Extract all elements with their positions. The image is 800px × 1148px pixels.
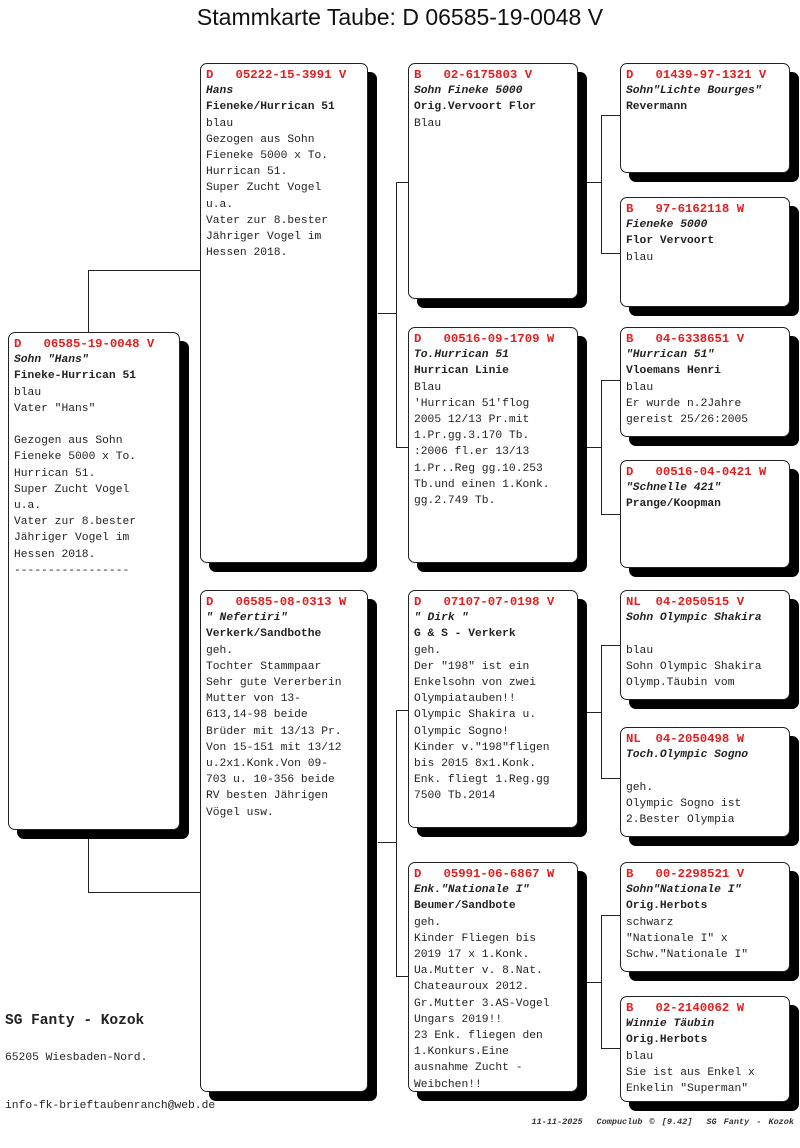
note-line: bis 2015 8x1.Konk. bbox=[414, 758, 537, 771]
pigeon-card-mf[interactable] bbox=[408, 590, 578, 828]
note-line: u.a. bbox=[14, 500, 42, 513]
note-line: geh. bbox=[414, 916, 442, 929]
note-line: Enk. fliegt 1.Reg.gg bbox=[414, 774, 550, 787]
connector-line bbox=[601, 645, 602, 778]
connector-line bbox=[601, 915, 602, 1048]
pigeon-name: " Nefertiri" bbox=[206, 612, 288, 625]
connector-line bbox=[396, 182, 408, 183]
ring-number: D 06585-19-0048 V bbox=[14, 337, 155, 351]
connector-line bbox=[601, 1048, 620, 1049]
note-line: Super Zucht Vogel bbox=[206, 182, 322, 195]
note-line: blau bbox=[206, 117, 234, 130]
breeder: Orig.Herbots bbox=[626, 1034, 708, 1047]
note-line: blau bbox=[626, 644, 654, 657]
ring-number: B 04-6338651 V bbox=[626, 332, 745, 346]
pigeon-name: "Schnelle 421" bbox=[626, 482, 721, 495]
note-line: "Nationale I" x bbox=[626, 932, 728, 945]
connector-line bbox=[378, 313, 396, 314]
owner-address: 65205 Wiesbaden-Nord. bbox=[5, 1052, 148, 1064]
pigeon-name: Hans bbox=[206, 85, 234, 98]
pigeon-name: Fieneke 5000 bbox=[626, 219, 708, 232]
note-line: Tochter Stammpaar bbox=[206, 660, 322, 673]
pigeon-name: Enk."Nationale I" bbox=[414, 884, 530, 897]
ring-number: D 05991-06-6867 W bbox=[414, 867, 555, 881]
note-line: Olymp.Täubin vom bbox=[626, 677, 735, 690]
breeder: Verkerk/Sandbothe bbox=[206, 628, 322, 641]
note-line: gereist 25/26:2005 bbox=[626, 414, 749, 427]
breeder: Hurrican Linie bbox=[414, 365, 509, 378]
connector-line bbox=[88, 830, 89, 892]
ring-number: D 00516-04-0421 W bbox=[626, 465, 767, 479]
note-line: Sie ist aus Enkel x bbox=[626, 1066, 755, 1079]
note-line: Sohn Olympic Shakira bbox=[626, 660, 762, 673]
connector-line bbox=[601, 915, 620, 916]
breeder: Revermann bbox=[626, 101, 688, 114]
connector-line bbox=[586, 447, 601, 448]
pigeon-card-mfm[interactable] bbox=[620, 727, 790, 837]
note-line: Chateauroux 2012. bbox=[414, 981, 530, 994]
pigeon-card-ffm[interactable] bbox=[620, 197, 790, 307]
pigeon-card-ff[interactable] bbox=[408, 63, 578, 299]
breeder: Orig.Herbots bbox=[626, 900, 708, 913]
connector-line bbox=[601, 380, 620, 381]
note-line: Kinder Fliegen bis bbox=[414, 932, 537, 945]
ring-number: B 02-6175803 V bbox=[414, 68, 533, 82]
note-line: 2005 12/13 Pr.mit bbox=[414, 414, 530, 427]
breeder: Orig.Vervoort Flor bbox=[414, 101, 537, 114]
connector-line bbox=[396, 182, 397, 447]
ring-number: NL 04-2050498 W bbox=[626, 732, 745, 746]
connector-line bbox=[378, 842, 396, 843]
breeder: Prange/Koopman bbox=[626, 498, 721, 511]
note-line: gg.2.749 Tb. bbox=[414, 495, 496, 508]
note-line: Ungars 2019!! bbox=[414, 1013, 503, 1026]
note-line: 2019 17 x 1.Konk. bbox=[414, 949, 530, 962]
pigeon-card-fmm[interactable] bbox=[620, 460, 790, 568]
connector-line bbox=[586, 712, 601, 713]
pigeon-name: Sohn"Nationale I" bbox=[626, 884, 742, 897]
connector-line bbox=[586, 182, 601, 183]
page-title: Stammkarte Taube: D 06585-19-0048 V bbox=[196, 4, 604, 30]
footer-owner: SG Fanty - Kozok bbox=[706, 1117, 794, 1127]
note-line: RV besten Jährigen bbox=[206, 790, 329, 803]
note-line: Schw."Nationale I" bbox=[626, 949, 749, 962]
note-line: geh. bbox=[626, 781, 654, 794]
pigeon-card-mother[interactable] bbox=[200, 590, 368, 1092]
pigeon-name: Toch.Olympic Sogno bbox=[626, 749, 749, 762]
ring-number: D 01439-97-1321 V bbox=[626, 68, 767, 82]
owner-email[interactable]: info-fk-brieftaubenranch@web.de bbox=[5, 1100, 216, 1112]
note-line: 1.Pr..Reg gg.10.253 bbox=[414, 462, 543, 475]
connector-line bbox=[396, 710, 397, 976]
pigeon-card-fff[interactable] bbox=[620, 63, 790, 173]
note-line: Hurrican 51. bbox=[14, 467, 96, 480]
pigeon-name: Sohn Fineke 5000 bbox=[414, 85, 523, 98]
note-line: 613,14-98 beide bbox=[206, 709, 308, 722]
connector-line bbox=[601, 514, 620, 515]
pigeon-name: Sohn "Hans" bbox=[14, 354, 89, 367]
note-line: geh. bbox=[414, 644, 442, 657]
note-line: 23 Enk. fliegen den bbox=[414, 1030, 543, 1043]
note-line: Gezogen aus Sohn bbox=[206, 133, 315, 146]
note-line: Super Zucht Vogel bbox=[14, 483, 130, 496]
note-line: Ua.Mutter v. 8.Nat. bbox=[414, 965, 543, 978]
connector-line bbox=[601, 778, 620, 779]
pigeon-card-father[interactable] bbox=[200, 63, 368, 563]
note-line: Enkelin "Superman" bbox=[626, 1083, 749, 1096]
pigeon-card-mff[interactable] bbox=[620, 590, 790, 700]
note-line: schwarz bbox=[626, 916, 674, 929]
pigeon-name: Winnie Täubin bbox=[626, 1018, 715, 1031]
note-line: Jähriger Vogel im bbox=[14, 532, 130, 545]
ring-number: NL 04-2050515 V bbox=[626, 595, 745, 609]
note-line: Vögel usw. bbox=[206, 806, 274, 819]
ring-number: B 02-2140062 W bbox=[626, 1001, 745, 1015]
ring-number: D 00516-09-1709 W bbox=[414, 332, 555, 346]
ring-number: D 06585-08-0313 W bbox=[206, 595, 347, 609]
note-line: Jähriger Vogel im bbox=[206, 231, 322, 244]
note-line: 'Hurrican 51'flog bbox=[414, 397, 530, 410]
ring-number: D 05222-15-3991 V bbox=[206, 68, 347, 82]
connector-line bbox=[586, 982, 601, 983]
pigeon-card-fm[interactable] bbox=[408, 327, 578, 563]
note-line: ----------------- bbox=[14, 564, 130, 577]
connector-line bbox=[601, 380, 602, 514]
footer-date: 11-11-2025 bbox=[531, 1117, 583, 1127]
pigeon-card-mmm[interactable] bbox=[620, 996, 790, 1102]
note-line: ausnahme Zucht - bbox=[414, 1062, 523, 1075]
ring-number: B 97-6162118 W bbox=[626, 202, 745, 216]
connector-line bbox=[88, 270, 89, 332]
note-line: Enkelsohn von zwei bbox=[414, 677, 537, 690]
pigeon-card-fmf[interactable] bbox=[620, 327, 790, 437]
note-line: Er wurde n.2Jahre bbox=[626, 397, 742, 410]
note-line: Olympic Shakira u. bbox=[414, 709, 537, 722]
breeder bbox=[626, 626, 784, 642]
note-line: Sehr gute Vererberin bbox=[206, 677, 342, 690]
note-line: Vater "Hans" bbox=[14, 402, 96, 415]
breeder bbox=[626, 763, 784, 779]
note-line: Kinder v."198"fligen bbox=[414, 741, 550, 754]
note-line: geh. bbox=[206, 644, 234, 657]
breeder: Fineke-Hurrican 51 bbox=[14, 370, 137, 383]
note-line: 1.Konkurs.Eine bbox=[414, 1046, 509, 1059]
note-line: Gezogen aus Sohn bbox=[14, 435, 123, 448]
pigeon-name: "Hurrican 51" bbox=[626, 349, 715, 362]
note-line: Hessen 2018. bbox=[14, 548, 96, 561]
note-line: Der "198" ist ein bbox=[414, 660, 530, 673]
connector-line bbox=[88, 270, 200, 271]
note-line: Brüder mit 13/13 Pr. bbox=[206, 725, 342, 738]
footer bbox=[518, 1117, 794, 1127]
pigeon-card-mm[interactable] bbox=[408, 862, 578, 1092]
note-line: Hurrican 51. bbox=[206, 166, 288, 179]
pigeon-name: Sohn Olympic Shakira bbox=[626, 612, 762, 625]
note-line: 703 u. 10-356 beide bbox=[206, 774, 335, 787]
note-line: blau bbox=[14, 386, 42, 399]
note-line: Hessen 2018. bbox=[206, 247, 288, 260]
pigeon-name: " Dirk " bbox=[414, 612, 469, 625]
note-line: Tb.und einen 1.Konk. bbox=[414, 478, 550, 491]
breeder: Vloemans Henri bbox=[626, 365, 721, 378]
breeder: G & S - Verkerk bbox=[414, 628, 516, 641]
note-line: Vater zur 8.bester bbox=[206, 214, 329, 227]
note-line: blau bbox=[626, 1050, 654, 1063]
note-line: 1.Pr.gg.3.170 Tb. bbox=[414, 430, 530, 443]
note-line: Olympic Sogno! bbox=[414, 725, 509, 738]
footer-software: Compuclub © [9.42] bbox=[596, 1117, 693, 1127]
note-line: Fieneke 5000 x To. bbox=[14, 451, 137, 464]
note-line: Mutter von 13- bbox=[206, 693, 301, 706]
connector-line bbox=[601, 645, 620, 646]
breeder: Fieneke/Hurrican 51 bbox=[206, 101, 335, 114]
note-line: 7500 Tb.2014 bbox=[414, 790, 496, 803]
connector-line bbox=[601, 253, 620, 254]
connector-line bbox=[396, 976, 408, 977]
breeder: Beumer/Sandbote bbox=[414, 900, 516, 913]
ring-number: B 00-2298521 V bbox=[626, 867, 745, 881]
note-line: blau bbox=[626, 381, 654, 394]
note-line: Von 15-151 mit 13/12 bbox=[206, 741, 342, 754]
note-line: :2006 fl.er 13/13 bbox=[414, 446, 530, 459]
note-line: Blau bbox=[414, 117, 442, 130]
owner-name: SG Fanty - Kozok bbox=[5, 1013, 145, 1029]
connector-line bbox=[88, 892, 200, 893]
note-line: Olympiatauben!! bbox=[414, 693, 516, 706]
pigeon-card-subject[interactable] bbox=[8, 332, 180, 830]
pigeon-card-mmf[interactable] bbox=[620, 862, 790, 972]
note-line: u.2x1.Konk.Von 09- bbox=[206, 758, 329, 771]
pigeon-name: Sohn"Lichte Bourges" bbox=[626, 85, 762, 98]
connector-line bbox=[396, 447, 408, 448]
note-line bbox=[14, 417, 174, 433]
note-line: Fieneke 5000 x To. bbox=[206, 150, 329, 163]
note-line: Gr.Mutter 3.AS-Vogel bbox=[414, 997, 550, 1010]
note-line: Weibchen!! bbox=[414, 1078, 482, 1091]
note-line: Vater zur 8.bester bbox=[14, 516, 137, 529]
breeder: Flor Vervoort bbox=[626, 235, 715, 248]
note-line: blau bbox=[626, 251, 654, 264]
connector-line bbox=[396, 710, 408, 711]
pigeon-name: To.Hurrican 51 bbox=[414, 349, 509, 362]
note-line: 2.Bester Olympia bbox=[626, 814, 735, 827]
ring-number: D 07107-07-0198 V bbox=[414, 595, 555, 609]
note-line: Olympic Sogno ist bbox=[626, 797, 742, 810]
note-line: u.a. bbox=[206, 198, 234, 211]
note-line: Blau bbox=[414, 381, 442, 394]
connector-line bbox=[601, 115, 602, 253]
connector-line bbox=[601, 115, 620, 116]
